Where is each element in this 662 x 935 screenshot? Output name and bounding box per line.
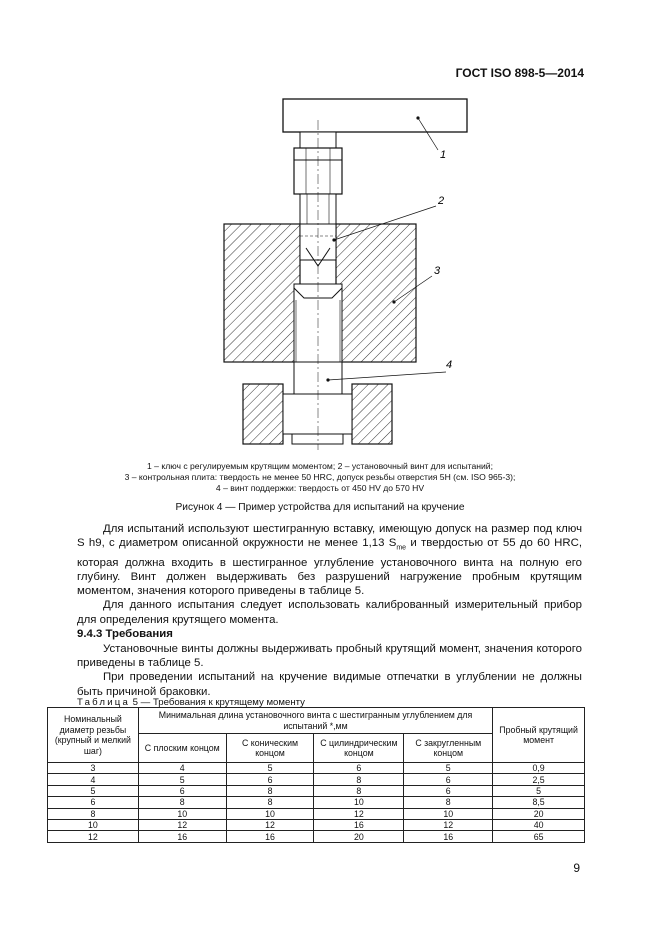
- table-row: [48, 808, 585, 819]
- callout-4: 4: [446, 359, 453, 371]
- table-cell: 12: [314, 808, 404, 819]
- subheader-rounded-end: С закругленным концом: [404, 734, 493, 763]
- table-cell: 6: [404, 774, 493, 785]
- table-cell: 8,5: [493, 797, 585, 808]
- table-cell: 16: [404, 831, 493, 842]
- callout-3: 3: [434, 265, 441, 277]
- table-cell: 12: [404, 819, 493, 830]
- figure-legend-line-2: 3 – контрольная плита: твердость не менее 50 HRC, допуск резьбы отверстия 5H (см. ISO 965-3);: [124, 472, 516, 482]
- table-row: [48, 763, 585, 774]
- table-cell: 2,5: [493, 774, 585, 785]
- table-cell: 16: [226, 831, 314, 842]
- table-cell: 12: [226, 819, 314, 830]
- paragraph-hex-insert: [77, 522, 582, 627]
- table-cell: 65: [493, 831, 585, 842]
- table-cell: 40: [493, 819, 585, 830]
- table-cell: 4: [48, 774, 139, 785]
- table-cell: 8: [404, 797, 493, 808]
- paragraph-1-subscript: mе: [396, 544, 407, 552]
- paragraph-requirements: [77, 642, 582, 699]
- table-cell: 6: [226, 774, 314, 785]
- table-cell: 4: [138, 763, 226, 774]
- subheader-flat-end: С плоским концом: [138, 734, 226, 763]
- table-row: [48, 831, 585, 842]
- page-number: 9: [573, 861, 580, 875]
- table-cell: 5: [138, 774, 226, 785]
- document-code: ГОСТ ISO 898-5—2014: [455, 66, 584, 80]
- table-cell: 6: [48, 797, 139, 808]
- subheader-dog-end: С цилиндрическим концом: [314, 734, 404, 763]
- table-cell: 5: [404, 763, 493, 774]
- figure-legend-line-3: 4 – винт поддержки: твердость от 450 HV до 570 HV: [215, 483, 425, 493]
- table-cell: 8: [226, 797, 314, 808]
- wrench-bar: [283, 99, 467, 132]
- paragraph-2: Для данного испытания следует использовать калиброванный измерительный прибор для определения крутящего момента.: [77, 599, 582, 626]
- table-cell: 6: [404, 785, 493, 796]
- table-cell: 16: [314, 819, 404, 830]
- table-row: [48, 774, 585, 785]
- paragraph-3: Установочные винты должны выдерживать пробный крутящий момент, значения которого приведены в таблице 5.: [77, 643, 582, 670]
- header-proof-torque: Пробный крутящий момент: [493, 708, 585, 763]
- figure-caption: Рисунок 4 — Пример устройства для испытаний на кручение: [175, 502, 465, 513]
- table-cell: 20: [314, 831, 404, 842]
- torque-requirements-table: [47, 707, 585, 843]
- table-cell: 10: [404, 808, 493, 819]
- table-cell: 10: [314, 797, 404, 808]
- figure-legend-line-1: 1 – ключ с регулируемым крутящим моментом; 2 – установочный винт для испытаний;: [147, 461, 493, 471]
- table-cell: 16: [138, 831, 226, 842]
- paragraph-1-part-a: Для испытаний используют шестигранную вставку, имеющую допуск на размер под ключ S h9, с диаметром описанной окружности не менее 1,13 S: [77, 523, 582, 550]
- table-caption-text: 5 — Требования к крутящему моменту: [130, 697, 305, 708]
- table-cell: 10: [138, 808, 226, 819]
- table-row: [48, 785, 585, 796]
- table-cell: 8: [226, 785, 314, 796]
- table-caption-label: Таблица: [77, 697, 131, 708]
- paragraph-1-part-b: и твердостью от 55 до 60 HRC, которая должна входить в шестигранное углубление установочного винта на полную его глубину. Винт должен выдерживать без разрушений нагружение пробным крутящим моментом, значения которого приведены в таблице 5.: [77, 537, 582, 598]
- torsion-test-figure: [0, 0, 662, 460]
- table-cell: 8: [138, 797, 226, 808]
- table-cell: 5: [493, 785, 585, 796]
- table-cell: 0,9: [493, 763, 585, 774]
- table-cell: 6: [314, 763, 404, 774]
- table-cell: 8: [314, 774, 404, 785]
- table-row: [48, 797, 585, 808]
- table-cell: 6: [138, 785, 226, 796]
- section-heading: 9.4.3 Требования: [77, 628, 173, 640]
- paragraph-4: При проведении испытаний на кручение видимые отпечатки в углублении не должны быть причиной браковки.: [77, 671, 582, 698]
- table-cell: 3: [48, 763, 139, 774]
- table-cell: 12: [48, 831, 139, 842]
- table-cell: 10: [48, 819, 139, 830]
- table-cell: 10: [226, 808, 314, 819]
- subheader-cone-end: С коническим концом: [226, 734, 314, 763]
- header-minimum-length: Минимальная длина установочного винта с шестигранным углублением для испытаний *,мм: [138, 708, 492, 734]
- table-cell: 5: [48, 785, 139, 796]
- callout-2: 2: [438, 195, 445, 207]
- table-cell: 20: [493, 808, 585, 819]
- table-cell: 8: [314, 785, 404, 796]
- test-plate: [224, 224, 300, 362]
- table-cell: 5: [226, 763, 314, 774]
- table-row: [48, 819, 585, 830]
- table-cell: 8: [48, 808, 139, 819]
- callout-1: 1: [440, 149, 447, 161]
- table-cell: 12: [138, 819, 226, 830]
- header-nominal-diameter: Номинальный диаметр резьбы (крупный и мелкий шаг): [48, 708, 139, 763]
